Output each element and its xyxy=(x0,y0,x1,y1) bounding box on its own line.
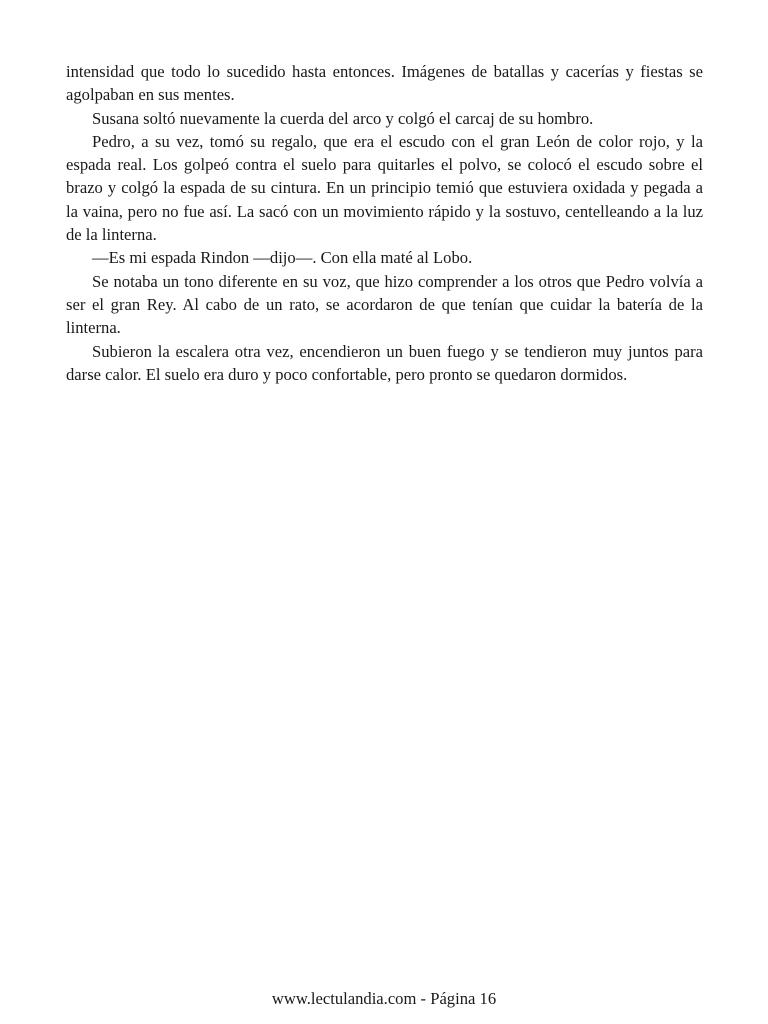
paragraph: intensidad que todo lo sucedido hasta entonces. Imágenes de batallas y cacerías y fiestas se agolpaban en sus mentes. xyxy=(66,62,703,105)
paragraph: Se notaba un tono diferente en su voz, que hizo comprender a los otros que Pedro volvía a ser el gran Rey. Al cabo de un rato, se acordaron de que tenían que cuidar la batería de la linterna. xyxy=(66,271,703,338)
body-text xyxy=(66,60,703,386)
paragraph: —Es mi espada Rindon —dijo—. Con ella maté al Lobo. xyxy=(92,248,473,268)
paragraph: Susana soltó nuevamente la cuerda del arco y colgó el carcaj de su hombro. xyxy=(92,108,594,128)
page-footer: www.lectulandia.com - Página 16 xyxy=(271,989,497,1008)
paragraph: Pedro, a su vez, tomó su regalo, que era el escudo con el gran León de color rojo, y la espada real. Los golpeó contra el suelo para quitarles el polvo, se colocó el escudo sobre el brazo y colgó la espada de su cintura. En un principio temió que estuviera oxidada y pegada a la vaina, pero no fue así. La sacó con un movimiento rápido y la sostuvo, centelleando a la luz de la linterna. xyxy=(66,131,703,245)
paragraph: Subieron la escalera otra vez, encendieron un buen fuego y se tendieron muy juntos para darse calor. El suelo era duro y poco confortable, pero pronto se quedaron dormidos. xyxy=(66,341,703,384)
